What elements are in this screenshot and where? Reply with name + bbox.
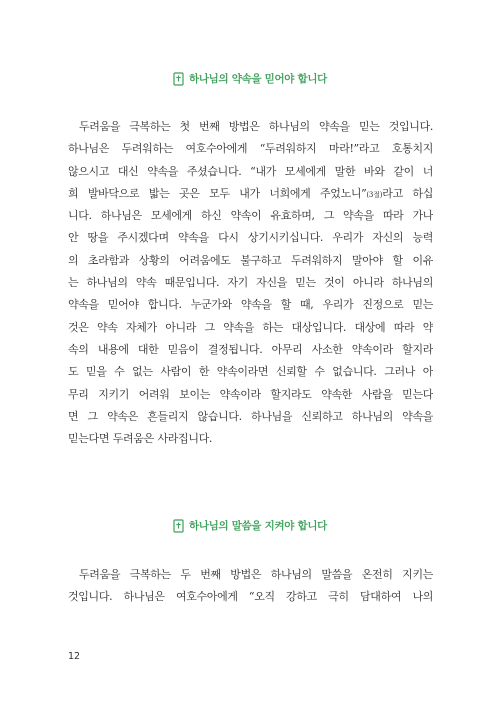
section-heading-text: 하나님의 약속을 믿어야 합니다 bbox=[188, 73, 328, 85]
verse-reference: (3절) bbox=[366, 190, 383, 199]
text-line: 속의 내용에 대한 믿음이 결정됩니다. 아무리 사소한 약속이라 할지라 bbox=[68, 342, 433, 356]
text-line: 무리 지키기 어려워 보이는 약속이라 할지라도 약속한 사람을 믿는다 bbox=[68, 387, 433, 401]
text-line: 두려움을 극복하는 첫 번째 방법은 하나님의 약속을 믿는 것입니다. bbox=[79, 120, 433, 133]
section-heading-promise bbox=[0, 71, 500, 86]
section-heading-word bbox=[0, 518, 500, 533]
scroll-icon bbox=[173, 72, 184, 86]
text-line-segment: 희 발바닥으로 밟는 곳은 모두 내가 너희에게 주었노니” bbox=[68, 186, 367, 200]
text-line-with-verse-ref bbox=[68, 183, 433, 205]
text-line: 믿는다면 두려움은 사라집니다. bbox=[68, 432, 213, 446]
text-line: 는 하나님의 약속 때문입니다. 자기 자신을 믿는 것이 아니라 하나님의 bbox=[68, 276, 433, 290]
page-number: 12 bbox=[68, 651, 81, 662]
text-line: 것은 약속 자체가 아니라 그 약속을 하는 대상입니다. 대상에 따라 약 bbox=[68, 320, 433, 334]
text-line: 하나님은 두려워하는 여호수아에게 “두려워하지 마라!”라고 호통치지 bbox=[68, 142, 433, 156]
text-line: 두려움을 극복하는 두 번째 방법은 하나님의 말씀을 온전히 지키는 bbox=[79, 568, 433, 581]
section-heading-text: 하나님의 말씀을 지켜야 합니다 bbox=[188, 520, 328, 532]
body-paragraph-word bbox=[68, 564, 433, 609]
text-line: 약속을 믿어야 합니다. 누군가와 약속을 할 때, 우리가 진정으로 믿는 bbox=[68, 298, 433, 312]
text-line: 않으시고 대신 약속을 주셨습니다. “내가 모세에게 말한 바와 같이 너 bbox=[68, 164, 433, 178]
scroll-icon bbox=[173, 519, 184, 533]
text-line: 면 그 약속은 흔들리지 않습니다. 하나님을 신뢰하고 하나님의 약속을 bbox=[68, 409, 433, 423]
body-paragraph-promise bbox=[68, 116, 433, 450]
text-line: 의 초라함과 상황의 어려움에도 불구하고 두려워하지 말아야 할 이유 bbox=[68, 253, 433, 267]
text-line: 도 믿을 수 없는 사람이 한 약속이라면 신뢰할 수 없습니다. 그러나 아 bbox=[68, 365, 433, 379]
text-line: 니다. 하나님은 모세에게 하신 약속이 유효하며, 그 약속을 따라 가나 bbox=[68, 209, 433, 223]
text-line: 안 땅을 주시겠다며 약속을 다시 상기시키십니다. 우리가 자신의 능력 bbox=[68, 231, 433, 245]
text-line: 것입니다. 하나님은 여호수아에게 “오직 강하고 극히 담대하여 나의 bbox=[68, 590, 433, 604]
text-line-segment: 라고 하십 bbox=[382, 186, 433, 200]
